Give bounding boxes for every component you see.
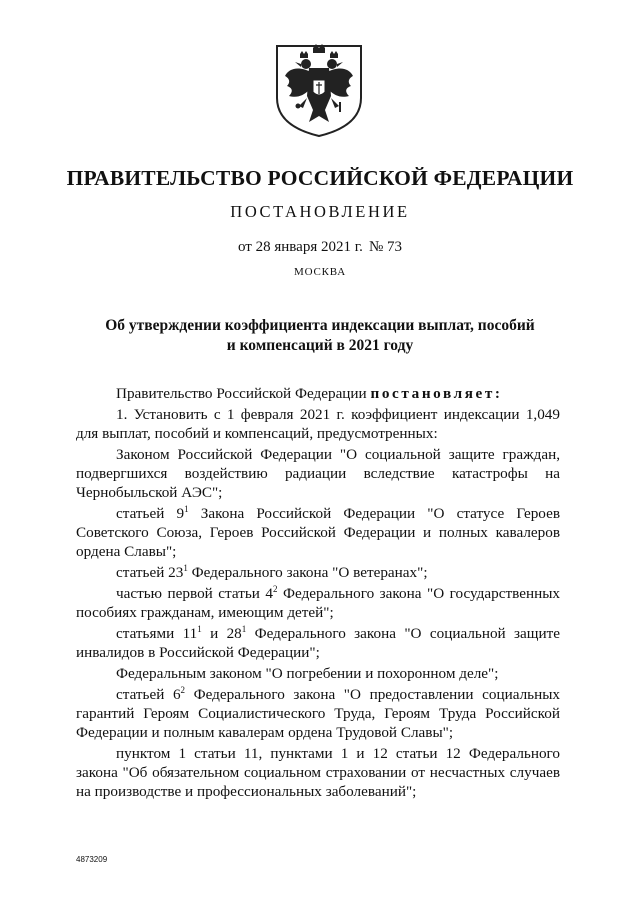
document-code: 4873209: [76, 855, 108, 864]
document-date-line: [0, 239, 640, 256]
paragraph-9: пунктом 1 статьи 11, пунктами 1 и 12 статьи 12 Федерального закона "Об обязательном социальном страховании от несчастных случаев на производстве и профессиональных заболеваний";: [76, 745, 560, 800]
paragraph-8: [76, 685, 560, 742]
paragraph-intro: [76, 384, 560, 403]
p8-text-b: Федерального закона "О предоставлении социальных гарантий Героям Социалистического Труда, Героям Труда Российской Федерации и полным кавалерам ордена Трудовой Славы";: [76, 686, 561, 741]
document-date: от 28 января 2021 г.: [238, 239, 363, 255]
subject-line-2: и компенсаций в 2021 году: [226, 337, 414, 354]
document-number: № 73: [368, 239, 402, 255]
paragraph-3: [76, 504, 560, 561]
p6-superscript-2: 1: [241, 624, 247, 634]
paragraph-1: 1. Установить с 1 февраля 2021 г. коэффициент индексации 1,049 для выплат, пособий и компенсаций, предусмотренных:: [76, 406, 560, 442]
p4-text-b: Федерального закона "О ветеранах";: [187, 564, 428, 581]
document-body: [76, 384, 560, 803]
paragraph-4: [76, 563, 560, 582]
p5-text-b: Федерального закона "О государственных пособиях гражданам, имеющим детей";: [76, 585, 560, 621]
p3-superscript: 1: [184, 504, 189, 514]
p5-superscript: 2: [273, 584, 278, 594]
p6-text-a: статьями 11: [116, 625, 198, 642]
decree-verb: постановляет:: [370, 385, 503, 402]
document-subject: [0, 316, 640, 356]
paragraph-5: [76, 584, 560, 622]
p3-text-b: Закона Российской Федерации "О статусе Героев Советского Союза, Героев Российской Федерации и полных кавалеров ордена Славы";: [76, 505, 561, 560]
document-city: МОСКВА: [294, 266, 346, 278]
document-type: ПОСТАНОВЛЕНИЕ: [230, 202, 410, 221]
government-title: ПРАВИТЕЛЬСТВО РОССИЙСКОЙ ФЕДЕРАЦИИ: [66, 166, 574, 190]
coat-of-arms-icon: [273, 40, 365, 140]
subject-line-1: Об утверждении коэффициента индексации выплат, пособий: [105, 317, 535, 334]
p6-text-mid: и 28: [201, 625, 242, 642]
paragraph-6: [76, 624, 560, 662]
p4-text-a: статьей 23: [116, 564, 184, 581]
p6-superscript-1: 1: [197, 624, 202, 634]
paragraph-7: Федеральным законом "О погребении и похоронном деле";: [116, 665, 499, 682]
intro-text: Правительство Российской Федерации: [116, 385, 367, 402]
p6-text-b: Федерального закона "О социальной защите инвалидов в Российской Федерации";: [76, 625, 560, 661]
p8-superscript: 2: [180, 685, 186, 695]
p3-text-a: статьей 9: [116, 505, 185, 522]
paragraph-2: Законом Российской Федерации "О социальной защите граждан, подвергшихся воздействию радиации вследствие катастрофы на Чернобыльской АЭС";: [76, 446, 560, 501]
p4-superscript: 1: [183, 563, 188, 573]
p8-text-a: статьей 6: [116, 686, 181, 703]
p5-text-a: частью первой статьи 4: [116, 585, 274, 602]
